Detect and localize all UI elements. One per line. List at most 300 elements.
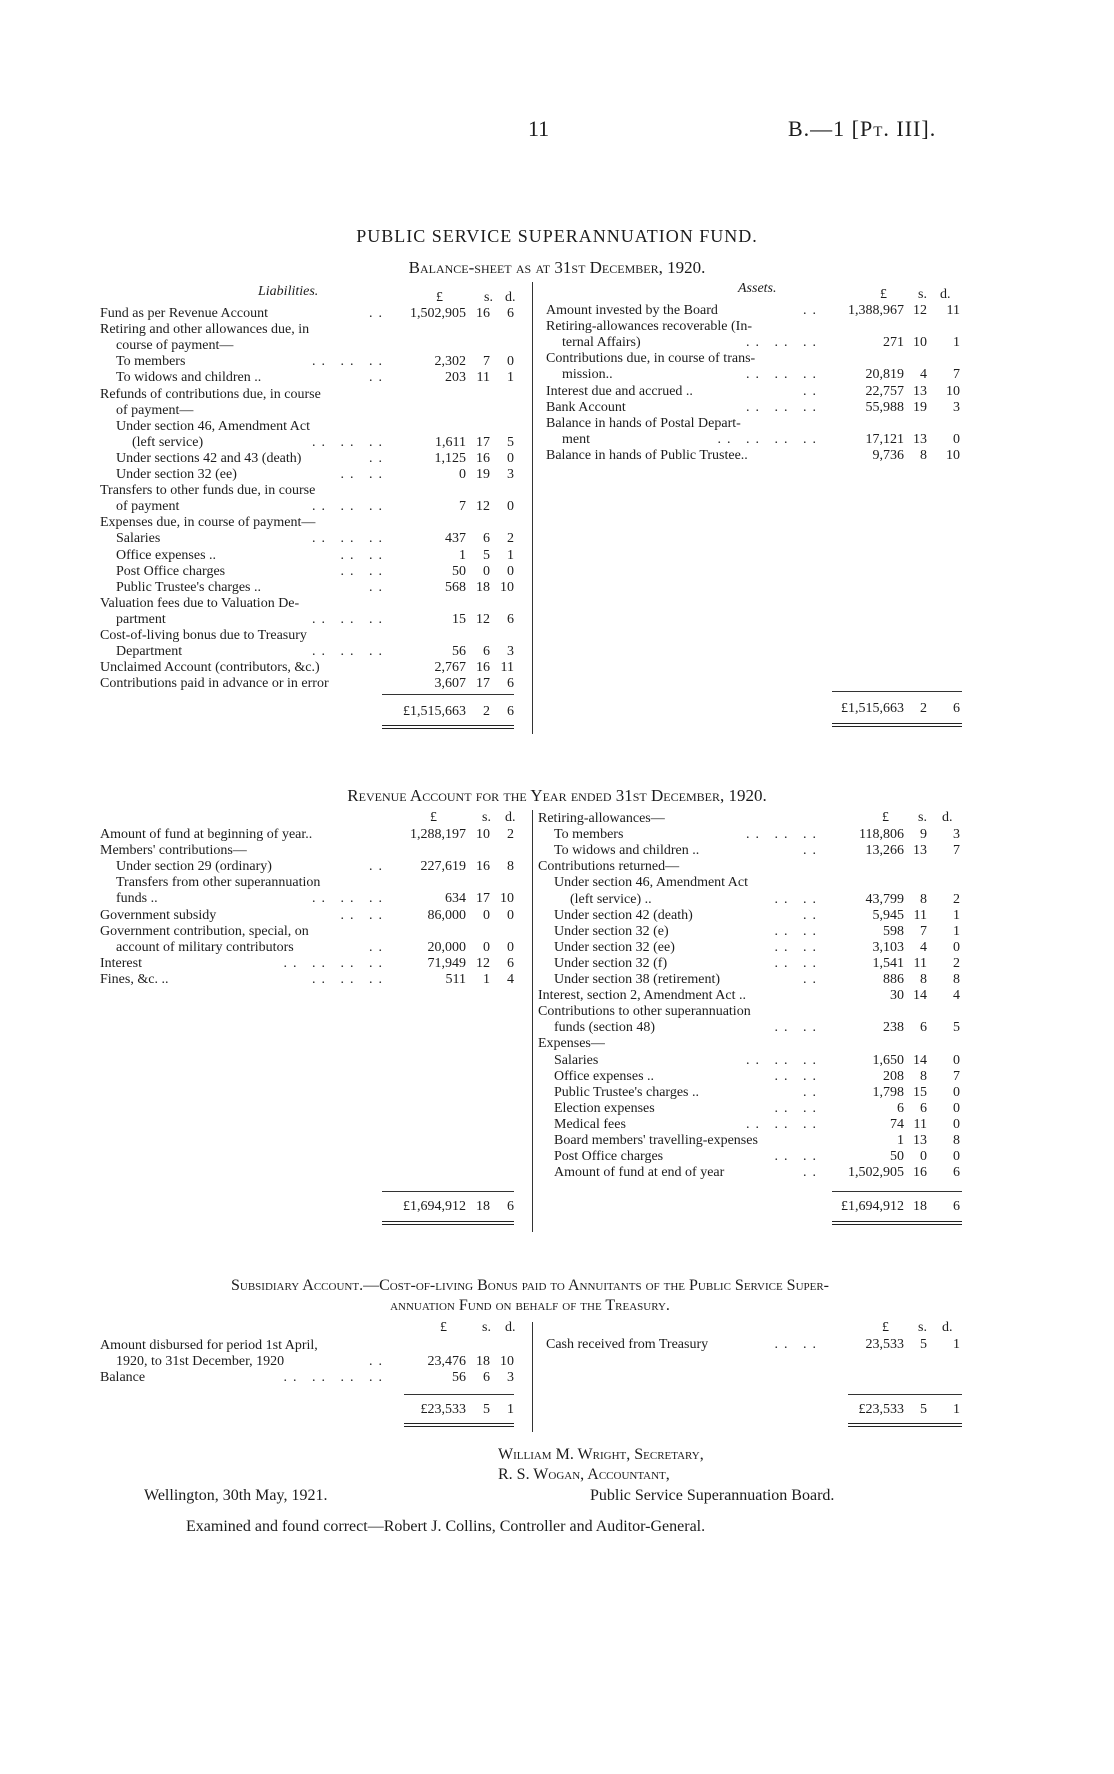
leader-dots: .. (803, 972, 822, 987)
ledger-row (100, 515, 514, 531)
double-rule (832, 1221, 962, 1225)
ledger-row (100, 972, 514, 988)
total-row (800, 1402, 960, 1418)
ledger-row (100, 891, 514, 907)
ledger-row (546, 319, 960, 335)
ledger-row (100, 564, 514, 580)
board-name: Public Service Superannuation Board. (590, 1487, 835, 1504)
amount-pounds: 598 (883, 923, 904, 939)
ledger-label: Balance in hands of Postal Depart- (546, 415, 741, 431)
amount-pounds: 886 (883, 972, 904, 987)
ledger-label: Expenses— (538, 1036, 605, 1052)
total-shillings: 2 (483, 704, 490, 719)
ledger-label: (left service) (132, 434, 204, 450)
ledger-row (546, 416, 960, 432)
ledger-label: Amount of fund at end of year (554, 1165, 725, 1181)
total-shillings: 18 (913, 1199, 927, 1214)
amount-shillings: 7 (483, 354, 490, 370)
amount-pounds: 271 (883, 335, 904, 351)
amount-shillings: 16 (476, 450, 490, 466)
leader-dots: .. .. (774, 1020, 822, 1036)
subsidiary-title-line1: Subsidiary Account.—Cost-of-living Bonus paid to Annuitants of the Public Service Super- (230, 1277, 830, 1294)
leader-dots: .. .. (774, 923, 822, 939)
leader-dots: .. (369, 1354, 388, 1370)
amount-pence: 0 (507, 450, 514, 466)
ledger-row (538, 875, 960, 891)
ledger-label: Department (116, 644, 183, 660)
leader-dots: .. .. .. (312, 531, 388, 547)
amount-pounds: 511 (445, 971, 466, 987)
col-pounds: £ (440, 1320, 447, 1335)
ledger-row (538, 1004, 960, 1020)
amount-pence: 7 (953, 843, 960, 859)
ledger-label: Under section 42 (death) (554, 907, 693, 923)
double-rule (382, 725, 514, 729)
total-row (800, 1199, 960, 1215)
ledger-label: Amount of fund at beginning of year.. (100, 827, 313, 842)
amount-pence: 11 (500, 660, 514, 676)
ledger-row (538, 1069, 960, 1085)
col-shillings: s. (918, 287, 927, 302)
amount-pence: 3 (507, 644, 514, 660)
ledger-label: Cash received from Treasury (546, 1337, 709, 1352)
ledger-row (538, 1149, 960, 1165)
ledger-label: Fund as per Revenue Account (100, 306, 268, 321)
amount-pounds: 1,125 (434, 450, 466, 466)
ledger-row (538, 843, 960, 859)
ledger-label: ternal Affairs) (562, 335, 641, 351)
ledger-label: (left service) .. (570, 891, 652, 907)
amount-pounds: 634 (445, 891, 466, 907)
ledger-label: account of military contributors (116, 939, 294, 955)
amount-pounds: 56 (452, 1370, 466, 1386)
leader-dots: .. (369, 450, 388, 466)
ledger-row (538, 859, 960, 875)
ledger-label: Retiring and other allowances due, in (100, 322, 310, 338)
amount-pence: 6 (507, 306, 514, 321)
amount-pence: 4 (953, 988, 960, 1004)
total-pounds: £1,694,912 (841, 1199, 904, 1214)
ledger-label: of payment— (116, 402, 194, 418)
amount-shillings: 1 (483, 971, 490, 987)
ledger-row (546, 335, 960, 351)
leader-dots: .. .. (774, 955, 822, 971)
amount-pounds: 238 (883, 1020, 904, 1036)
col-shillings: s. (484, 290, 493, 305)
ledger-label: Refunds of contributions due, in course (100, 386, 321, 402)
ledger-label: Amount disbursed for period 1st April, (100, 1338, 318, 1353)
leader-dots: .. (369, 370, 388, 386)
amount-pence: 1 (507, 370, 514, 386)
amount-pence: 4 (507, 971, 514, 987)
leader-dots: .. .. (774, 1149, 822, 1165)
ledger-label: Bank Account (546, 399, 626, 415)
amount-pounds: 23,533 (865, 1337, 904, 1352)
amount-shillings: 0 (483, 563, 490, 579)
ledger-label: Government contribution, special, on (100, 923, 309, 939)
rule (832, 1191, 962, 1192)
ledger-row (538, 1036, 960, 1052)
ledger-row (100, 419, 514, 435)
ledger-label: Under section 46, Amendment Act (116, 418, 311, 434)
amount-pounds: 6 (897, 1100, 904, 1116)
col-shillings: s. (918, 810, 927, 825)
amount-pence: 1 (953, 1337, 960, 1352)
ledger-row (100, 338, 514, 354)
double-rule (404, 1423, 514, 1427)
amount-shillings: 12 (476, 955, 490, 971)
amount-pounds: 3,103 (872, 939, 904, 955)
amount-pounds: 118,806 (859, 827, 904, 843)
amount-pence: 1 (953, 923, 960, 939)
amount-pence: 1 (507, 547, 514, 563)
rule (404, 1394, 514, 1395)
amount-shillings: 18 (476, 579, 490, 595)
ledger-row (100, 1370, 514, 1386)
ledger-row (100, 548, 514, 564)
amount-pounds: 208 (883, 1068, 904, 1084)
amount-pence: 7 (953, 367, 960, 383)
ledger-row (546, 432, 960, 448)
amount-shillings: 14 (913, 988, 927, 1004)
ledger-row (100, 322, 514, 338)
amount-shillings: 11 (913, 1116, 927, 1132)
amount-pence: 0 (953, 1116, 960, 1132)
amount-pence: 1 (953, 907, 960, 923)
ledger-label: Contributions paid in advance or in error (100, 676, 329, 692)
ledger-row (538, 1020, 960, 1036)
ledger-label: Salaries (554, 1052, 599, 1068)
ledger-row (538, 892, 960, 908)
ledger-label: Transfers to other funds due, in course (100, 483, 316, 499)
total-pounds: £1,515,663 (841, 701, 904, 716)
amount-shillings: 15 (913, 1084, 927, 1100)
amount-pence: 10 (500, 1354, 514, 1370)
col-pence: d. (505, 290, 516, 305)
leader-dots: .. .. (340, 907, 388, 923)
document-reference: B.—1 [Pt. III]. (788, 116, 937, 141)
ledger-row (100, 827, 514, 843)
amount-pounds: 71,949 (427, 955, 466, 971)
amount-pence: 10 (946, 447, 960, 463)
amount-shillings: 4 (920, 939, 927, 955)
revenue-account-title: Revenue Account for the Year ended 31st December, 1920. (347, 786, 767, 805)
amount-pence: 3 (507, 467, 514, 482)
ledger-label: Contributions due, in course of trans- (546, 351, 756, 367)
ledger-row (100, 306, 514, 322)
amount-shillings: 11 (913, 907, 927, 923)
leader-dots: .. .. .. (312, 891, 388, 907)
ledger-label: Medical fees (554, 1116, 626, 1132)
ledger-label: Expenses due, in course of payment— (100, 515, 316, 531)
amount-pounds: 1,502,905 (848, 1165, 904, 1181)
amount-pounds: 7 (459, 499, 466, 515)
amount-shillings: 8 (920, 972, 927, 987)
subsidiary-title-line2: annuation Fund on behalf of the Treasury. (390, 1297, 670, 1314)
rule (832, 691, 962, 692)
column-divider (532, 282, 533, 734)
leader-dots: .. .. .. (746, 335, 822, 351)
amount-shillings: 10 (913, 335, 927, 351)
total-pence: 1 (953, 1402, 960, 1417)
amount-pounds: 43,799 (865, 891, 904, 907)
ledger-row (100, 612, 514, 628)
amount-pounds: 1 (897, 1133, 904, 1148)
ledger-row (100, 1338, 514, 1354)
ledger-row (100, 1354, 514, 1370)
amount-pounds: 1,388,967 (848, 303, 904, 318)
amount-pence: 3 (953, 827, 960, 843)
ledger-row (100, 940, 514, 956)
leader-dots: .. .. (774, 891, 822, 907)
col-pounds: £ (430, 810, 437, 825)
leader-dots: .. .. .. (312, 611, 388, 627)
amount-shillings: 11 (476, 370, 490, 386)
total-row (354, 704, 514, 720)
amount-shillings: 5 (483, 547, 490, 563)
amount-pounds: 437 (445, 531, 466, 547)
leader-dots: .. .. .. (746, 1052, 822, 1068)
amount-shillings: 13 (913, 843, 927, 859)
accountant-signature: R. S. Wogan, Accountant, (498, 1466, 670, 1483)
amount-shillings: 0 (483, 907, 490, 923)
amount-pounds: 2,302 (434, 354, 466, 370)
amount-pounds: 1,798 (872, 1084, 904, 1100)
ledger-row (100, 843, 514, 859)
leader-dots: .. .. .. .. (283, 955, 388, 971)
ledger-label: Government subsidy (100, 907, 217, 923)
double-rule (848, 1423, 962, 1427)
ledger-label: of payment (116, 499, 180, 515)
amount-pence: 0 (953, 431, 960, 447)
leader-dots: .. .. .. (312, 971, 388, 987)
amount-shillings: 8 (920, 447, 927, 463)
col-pence: d. (505, 1320, 516, 1335)
ledger-row (100, 644, 514, 660)
total-shillings: 5 (483, 1402, 490, 1417)
ledger-row (538, 811, 960, 827)
total-shillings: 5 (920, 1402, 927, 1417)
leader-dots: .. (803, 843, 822, 859)
ledger-label: Public Trustee's charges .. (554, 1084, 699, 1100)
rule (382, 1191, 514, 1192)
ledger-label: Transfers from other superannuation (116, 875, 321, 891)
total-pounds: £1,515,663 (403, 704, 466, 719)
ledger-row (546, 400, 960, 416)
total-pounds: £1,694,912 (403, 1199, 466, 1214)
ledger-label: Interest, section 2, Amendment Act .. (538, 988, 747, 1004)
amount-pounds: 227,619 (420, 859, 466, 875)
leader-dots: .. .. (774, 1100, 822, 1116)
amount-pence: 3 (507, 1370, 514, 1386)
total-pounds: £23,533 (420, 1402, 466, 1417)
col-pence: d. (942, 1320, 953, 1335)
ledger-row (538, 1117, 960, 1133)
amount-pence: 0 (953, 1100, 960, 1116)
amount-pence: 0 (507, 563, 514, 579)
amount-pence: 6 (953, 1165, 960, 1181)
double-rule (382, 1221, 514, 1225)
amount-pence: 5 (953, 1020, 960, 1036)
leader-dots: .. .. .. (746, 399, 822, 415)
amount-pence: 8 (507, 859, 514, 875)
ledger-row (538, 1133, 960, 1149)
ledger-row (100, 875, 514, 891)
ledger-label: Valuation fees due to Valuation De- (100, 595, 300, 611)
ledger-row (100, 435, 514, 451)
amount-shillings: 6 (483, 644, 490, 660)
amount-pounds: 74 (890, 1116, 904, 1132)
ledger-label: Post Office charges (554, 1149, 664, 1165)
leader-dots: .. (803, 1084, 822, 1100)
amount-pence: 10 (500, 579, 514, 595)
amount-pence: 10 (946, 383, 960, 399)
amount-pounds: 1,650 (872, 1052, 904, 1068)
page-number: 11 (528, 116, 550, 141)
ledger-label: Office expenses .. (554, 1068, 655, 1084)
leader-dots: .. (369, 939, 388, 955)
ledger-label: To members (116, 354, 186, 370)
leader-dots: .. .. .. (312, 434, 388, 450)
amount-pounds: 2,767 (434, 660, 466, 676)
amount-pence: 2 (953, 891, 960, 907)
column-divider (532, 810, 533, 1232)
ledger-row (538, 908, 960, 924)
amount-pounds: 30 (890, 988, 904, 1004)
amount-shillings: 8 (920, 1068, 927, 1084)
ledger-row (100, 908, 514, 924)
total-pounds: £23,533 (858, 1402, 904, 1417)
amount-shillings: 0 (483, 939, 490, 955)
ledger-label: Retiring-allowances— (538, 811, 665, 826)
amount-shillings: 11 (913, 955, 927, 971)
amount-pence: 6 (507, 955, 514, 971)
leader-dots: .. .. (340, 467, 388, 482)
ledger-label: partment (116, 611, 166, 627)
total-shillings: 18 (476, 1199, 490, 1214)
amount-pence: 2 (507, 827, 514, 842)
amount-pounds: 23,476 (427, 1354, 466, 1370)
amount-pounds: 20,819 (865, 367, 904, 383)
ledger-row (538, 1101, 960, 1117)
ledger-label: course of payment— (116, 338, 234, 354)
col-pounds: £ (882, 810, 889, 825)
ledger-row (100, 596, 514, 612)
amount-pence: 6 (507, 611, 514, 627)
ledger-row (546, 448, 960, 464)
ledger-label: Fines, &c. .. (100, 971, 169, 987)
leader-dots: .. .. (774, 1068, 822, 1084)
leader-dots: .. .. .. (746, 1116, 822, 1132)
col-shillings: s. (482, 1320, 491, 1335)
col-shillings: s. (482, 810, 491, 825)
amount-pounds: 20,000 (427, 939, 466, 955)
ledger-label: Election expenses (554, 1100, 655, 1116)
amount-shillings: 17 (476, 891, 490, 907)
total-row (800, 701, 960, 717)
amount-pence: 2 (953, 955, 960, 971)
leader-dots: .. (803, 1165, 822, 1181)
ledger-row (538, 1053, 960, 1069)
ledger-row (100, 660, 514, 676)
ledger-label: Unclaimed Account (contributors, &c.) (100, 660, 320, 676)
amount-pounds: 1,502,905 (410, 306, 466, 321)
ledger-label: Retiring-allowances recoverable (In- (546, 319, 753, 335)
amount-pounds: 1,288,197 (410, 827, 466, 842)
ledger-label: Board members' travelling-expenses (554, 1133, 758, 1148)
ledger-row (100, 483, 514, 499)
leader-dots: .. (803, 383, 822, 399)
ledger-label: ment (562, 431, 590, 447)
amount-shillings: 4 (920, 367, 927, 383)
ledger-row (538, 956, 960, 972)
ledger-row (546, 367, 960, 383)
ledger-label: Balance in hands of Public Trustee.. (546, 447, 748, 463)
ledger-label: Under section 29 (ordinary) (116, 859, 272, 875)
amount-pounds: 0 (459, 467, 466, 482)
leader-dots: .. .. .. (746, 827, 822, 843)
amount-pence: 8 (953, 1133, 960, 1148)
double-rule (832, 723, 962, 727)
leader-dots: .. .. (340, 547, 388, 563)
ledger-row (100, 451, 514, 467)
ledger-row (100, 580, 514, 596)
amount-shillings: 0 (920, 1149, 927, 1165)
ledger-row (100, 387, 514, 403)
ledger-label: Under section 38 (retirement) (554, 972, 720, 987)
ledger-label: To widows and children .. (554, 843, 700, 859)
ledger-label: Balance (100, 1370, 146, 1386)
ledger-label: funds .. (116, 891, 158, 907)
amount-pounds: 13,266 (865, 843, 904, 859)
amount-shillings: 12 (476, 499, 490, 515)
amount-pounds: 1,541 (872, 955, 904, 971)
col-shillings: s. (918, 1320, 927, 1335)
ledger-label: Under section 32 (f) (554, 955, 668, 971)
leader-dots: .. (803, 907, 822, 923)
amount-pence: 0 (953, 1149, 960, 1165)
leader-dots: .. (369, 306, 388, 321)
total-row (354, 1199, 514, 1215)
amount-pounds: 3,607 (434, 676, 466, 692)
rule (848, 1394, 962, 1395)
amount-pence: 8 (953, 972, 960, 987)
ledger-row (546, 303, 960, 319)
leader-dots: .. .. .. .. (283, 1370, 388, 1386)
col-pounds: £ (882, 1320, 889, 1335)
ledger-row (538, 827, 960, 843)
leader-dots: .. (803, 303, 822, 318)
amount-pence: 0 (507, 499, 514, 515)
ledger-row (538, 972, 960, 988)
ledger-row (100, 370, 514, 386)
ledger-row (538, 1085, 960, 1101)
fund-title: PUBLIC SERVICE SUPERANNUATION FUND. (356, 226, 758, 246)
amount-shillings: 6 (483, 1370, 490, 1386)
amount-shillings: 6 (920, 1020, 927, 1036)
amount-pence: 0 (953, 939, 960, 955)
col-pence: d. (940, 287, 951, 302)
ledger-label: Contributions to other superannuation (538, 1004, 751, 1020)
leader-dots: .. .. .. .. (717, 431, 822, 447)
amount-pence: 6 (507, 676, 514, 692)
amount-pence: 2 (507, 531, 514, 547)
col-pounds: £ (880, 287, 887, 302)
ledger-label: Under sections 42 and 43 (death) (116, 450, 302, 466)
ledger-label: funds (section 48) (554, 1020, 656, 1036)
amount-pence: 3 (953, 399, 960, 415)
ledger-label: Under section 32 (ee) (116, 467, 237, 482)
